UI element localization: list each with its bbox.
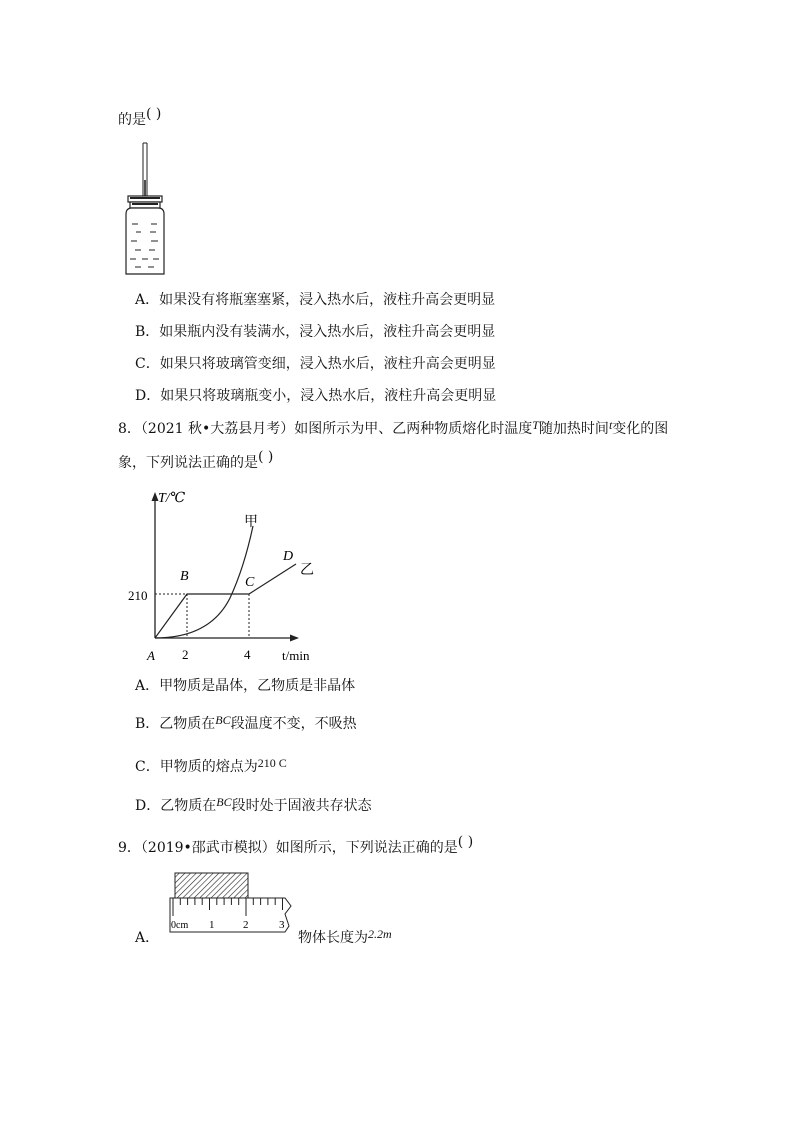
q8-option-d: D．乙物质在BC段时处于固液共存状态 [135,795,372,814]
q9-stem: 9．（2019•邵武市模拟）如图所示，下列说法正确的是( ) [118,834,474,856]
q9-option-a-text: 物体长度为2.2m [298,927,392,946]
ruler-figure [165,870,295,940]
object-block [175,873,248,898]
q7-option-d: D．如果只将玻璃瓶变小，浸入热水后，液柱升高会更明显 [135,388,497,404]
point-c: C [245,575,255,590]
label-jia: 甲 [244,515,258,530]
q8-option-b-var: BC [215,713,231,727]
point-d: D [283,549,294,564]
q8-option-a: A．甲物质是晶体，乙物质是非晶体 [135,678,356,694]
ruler-label-0cm: 0cm [171,920,189,931]
curve-yi [155,564,296,638]
y-axis-label: T/℃ [158,491,186,506]
q8-stem-line2: 象，下列说法正确的是( ) [118,449,274,471]
ruler-label-1: 1 [209,919,215,931]
curve-jia [155,526,253,638]
point-a: A [147,648,155,663]
ruler-label-2: 2 [243,919,249,931]
point-b: B [180,569,189,584]
bottle-figure [120,140,180,280]
x-axis-label: t/min [282,648,310,663]
q9-option-a-value: 2.2m [368,927,392,941]
x-tick-2: 2 [182,647,189,662]
q8-option-d-var: BC [216,795,232,809]
q7-option-c: C．如果只将玻璃管变细，浸入热水后，液柱升高会更明显 [135,356,496,372]
q9-option-a-label: A． [135,930,160,946]
q8-option-b: B．乙物质在BC段温度不变，不吸热 [135,713,357,732]
q8-var-t: t [608,418,613,432]
q7-stem-tail: 的是( ) [118,106,162,128]
q7-answer-paren: ( ) [146,106,162,122]
q8-stem-line1: 8．（2021 秋•大荔县月考）如图所示为甲、乙两种物质熔化时温度T随加热时间t变化的图 [118,418,669,437]
q7-option-a: A．如果没有将瓶塞塞紧，浸入热水后，液柱升高会更明显 [135,292,496,308]
q8-answer-paren: ( ) [258,449,274,465]
x-tick-4: 4 [244,647,251,662]
ruler-label-3: 3 [279,919,285,931]
y-tick-210: 210 [128,588,148,603]
q8-option-c: C．甲物质的熔点为210 C [135,756,287,775]
q7-option-b: B．如果瓶内没有装满水，浸入热水后，液柱升高会更明显 [135,324,496,340]
melting-graph [128,488,314,666]
q9-answer-paren: ( ) [457,834,474,850]
label-yi: 乙 [300,563,314,578]
q8-var-T: T [532,418,539,432]
q8-option-c-value: 210 C [257,756,287,770]
